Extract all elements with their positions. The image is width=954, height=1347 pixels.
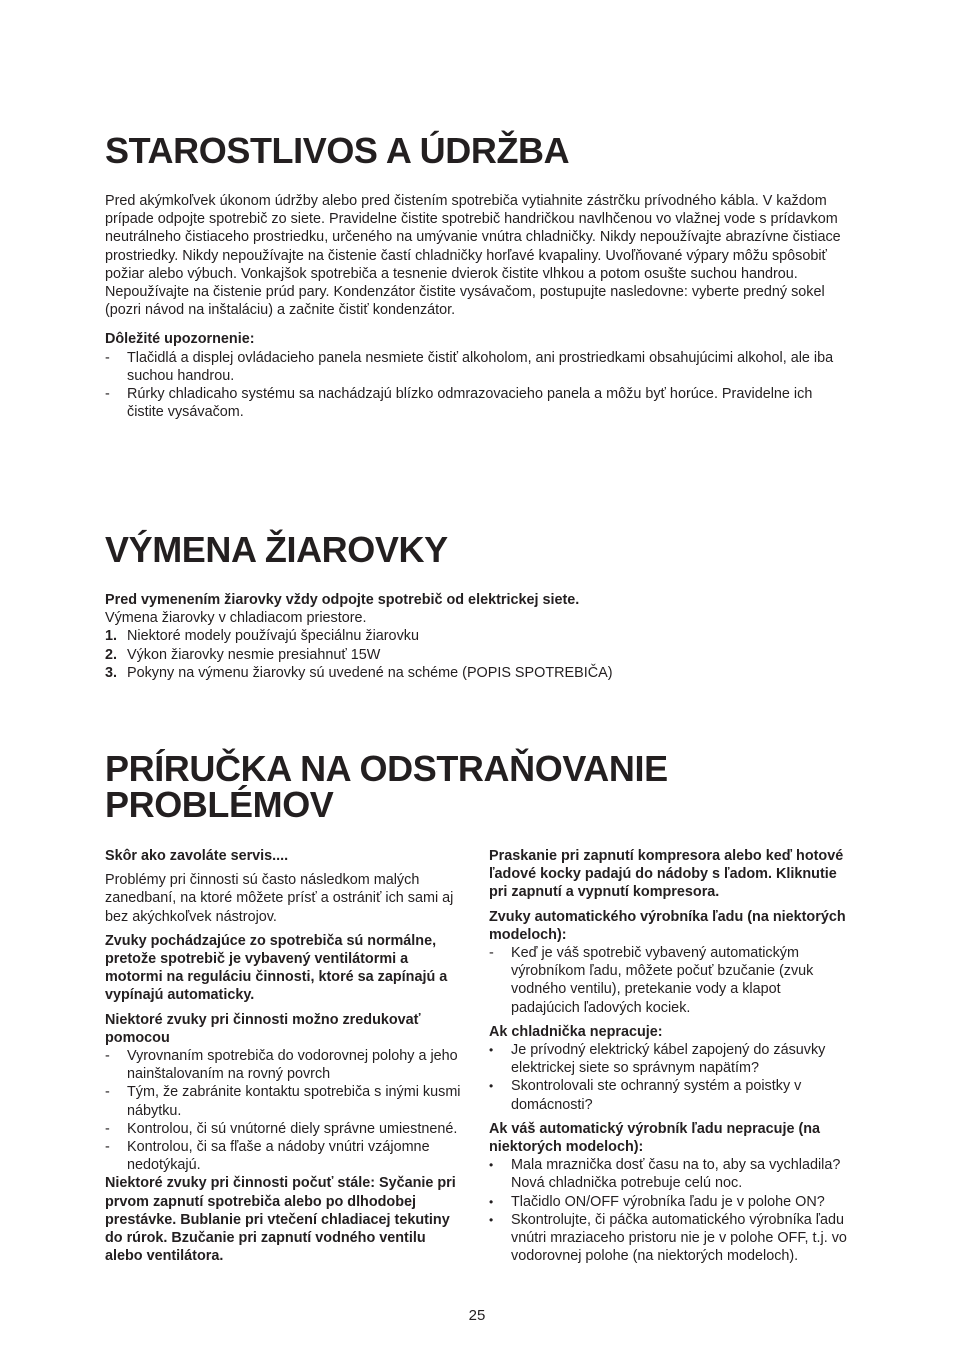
icemaker-noise-list [489, 944, 851, 1017]
care-title: STAROSTLIVOS A ÚDRŽBA [105, 130, 570, 171]
list-item: - Kontrolou, či sa fľaše a nádoby vnútri vzájomne nedotýkajú. [105, 1138, 467, 1174]
service-text: Problémy pri činnosti sú často následkom malých zanedbaní, na ktoré môžete prísť a ostrániť ich sami aj bez akýchkoľvek nástrojov. [105, 872, 454, 925]
bulb-intro: Výmena žiarovky v chladiacom priestore. [105, 610, 367, 627]
list-item: - Kontrolou, či sú vnútorné diely správne umiestnené. [105, 1120, 467, 1138]
trouble-title: PRÍRUČKA NA ODSTRAŇOVANIE PROBLÉMOV [105, 748, 668, 825]
icemaker-fail-list [489, 1156, 851, 1265]
list-item: - Rúrky chladicaho systému sa nachádzajú blízko odmrazovacieho panela a môžu byť horúce. Pravidelne ich čistite vysávačom. [105, 385, 850, 421]
list-item: • Skontrolovali ste ochranný systém a poistky v domácnosti? [489, 1077, 851, 1113]
not-working-heading: Ak chladnička nepracuje: [489, 1023, 663, 1040]
reduce-noise-list [105, 1047, 467, 1174]
bulb-section [105, 529, 850, 682]
compressor-noise-text: Praskanie pri zapnutí kompresora alebo keď hotové ľadové kocky padajú do nádoby s ľadom. Kliknutie pri zapnutí a vypnutí kompresora. [489, 848, 844, 901]
service-heading: Skôr ako zavoláte servis.... [105, 848, 289, 864]
care-warning-title: Dôležité upozornenie: [105, 331, 255, 348]
care-section [105, 130, 850, 421]
not-working-list [489, 1041, 851, 1114]
reduce-noise-heading: Niektoré zvuky pri činnosti možno zredukovať pomocou [105, 1011, 421, 1046]
left-column [105, 847, 467, 1271]
care-warning-list [105, 349, 850, 422]
page-number: 25 [468, 1307, 486, 1324]
care-body: Pred akýmkoľvek úkonom údržby alebo pred čistením spotrebiča vytiahnite zástrčku prívodného kábla. V každom prípade odpojte spotrebič zo siete. Pravidelne čistite spotrebič handričkou navlhčenou vo vlažnej vode s prídavkom neutrálneho čistiaceho prostriedku, určeného na umývanie vnútra chladničky. Nikdy nepoužívajte abrazívne čistiace prostriedky. Nikdy nepoužívajte na čistenie častí chladničky horľavé kvapaliny. Uvoľňované výpary môžu spôsobiť požiar alebo výbuch. Vonkajšok spotrebiča a tesnenie dvierok čistite vlhkou a potom osušte suchou handrou. Nepoužívajte na čistenie prúd pary. Kondenzátor čistite vysávačom, postupujte nasledovne: vyberte predný sokel (pozri návod na inštaláciu) a začnite čistiť kondenzátor. [105, 193, 841, 319]
list-item: - Keď je váš spotrebič vybavený automatickým výrobníkom ľadu, môžete počuť bzučanie (zvuk vodného ventilu), pretekanie vody a klapot padajúcich ľadových kociek. [489, 944, 851, 1017]
trouble-section [105, 748, 850, 825]
list-item: 1. Niektoré modely používajú špeciálnu žiarovku [105, 628, 419, 645]
list-item: 3. Pokyny na výmenu žiarovky sú uvedené na schéme (POPIS SPOTREBIČA) [105, 664, 613, 681]
list-item: 2. Výkon žiarovky nesmie presiahnuť 15W [105, 646, 381, 663]
icemaker-fail-heading: Ak váš automatický výrobník ľadu nepracuje (na niektorých modeloch): [489, 1120, 821, 1156]
list-item: • Tlačidlo ON/OFF výrobníka ľadu je v polohe ON? [489, 1193, 851, 1211]
list-item: • Skontrolujte, či páčka automatického výrobníka ľadu vnútri mraziaceho pristoru nie je v polohe OFF, t.j. vo vodorovnej polohe (na niektorých modeloch). [489, 1211, 851, 1266]
persistent-noise-text: Niektoré zvuky pri činnosti počuť stále: Syčanie pri prvom zapnutí spotrebiča alebo po dlhodobej prestávke. Bublanie pri vtečení chladiacej tekutiny do rúrok. Bzučanie pri zapnutí vodného ventilu alebo ventilátora. [105, 1175, 456, 1265]
bulb-warning: Pred vymenením žiarovky vždy odpojte spotrebič od elektrickej siete. [105, 592, 580, 608]
bulb-steps [105, 627, 850, 682]
list-item: • Je prívodný elektrický kábel zapojený do zásuvky elektrickej siete so správnym napätím? [489, 1041, 851, 1077]
normal-noise-heading: Zvuky pochádzajúce zo spotrebiča sú normálne, pretože spotrebič je vybavený ventilátormi a motormi na reguláciu činnosti, ktoré sa zapínajú a vypínajú automaticky. [105, 932, 448, 1004]
list-item: - Vyrovnaním spotrebiča do vodorovnej polohy a jeho nainštalovaním na rovný povrch [105, 1047, 467, 1083]
list-item: • Mala mraznička dosť času na to, aby sa vychladila? Nová chladnička potrebuje celú noc. [489, 1156, 851, 1192]
list-item: - Tým, že zabránite kontaktu spotrebiča s inými kusmi nábytku. [105, 1083, 467, 1119]
right-column [489, 847, 851, 1265]
bulb-title: VÝMENA ŽIAROVKY [105, 529, 448, 570]
icemaker-noise-heading: Zvuky automatického výrobníka ľadu (na niektorých modeloch): [489, 908, 846, 943]
list-item: - Tlačidlá a displej ovládacieho panela nesmiete čistiť alkoholom, ani prostriedkami obsahujúcimi alkohol, ale iba suchou handrou. [105, 349, 850, 385]
trouble-columns [105, 847, 850, 1287]
